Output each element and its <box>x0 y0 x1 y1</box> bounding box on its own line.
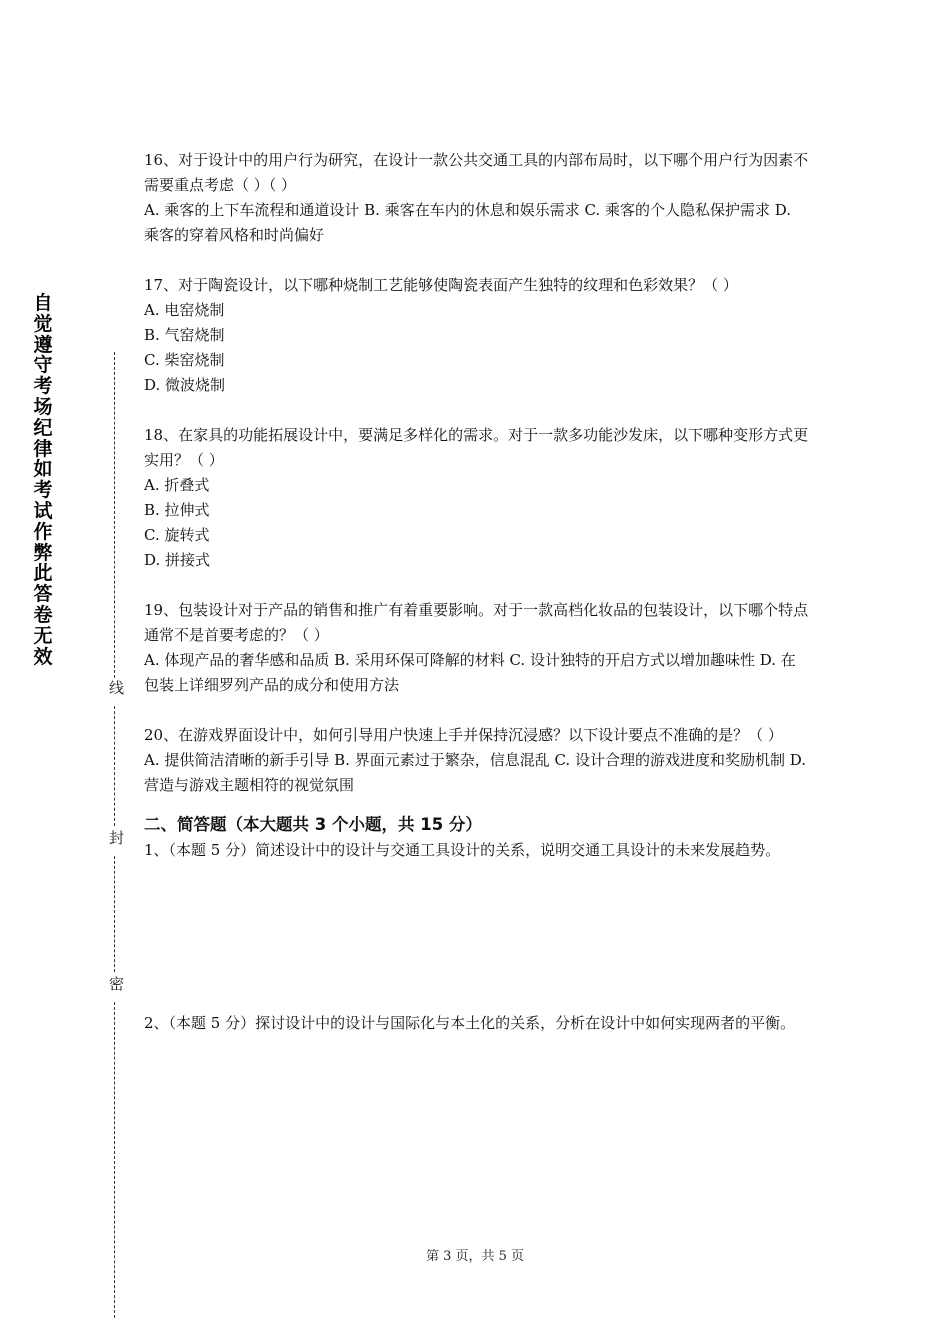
binding-line-segment <box>114 856 115 972</box>
question-options: A. 提供简洁清晰的新手引导 B. 界面元素过于繁杂，信息混乱 C. 设计合理的游戏进度和奖励机制 D. 营造与游戏主题相符的视觉氛围 <box>144 751 806 794</box>
option-b: B. 气窑烧制 <box>144 326 225 344</box>
question-options: A. 体现产品的奢华感和品质 B. 采用环保可降解的材料 C. 设计独特的开启方式以增加趣味性 D. 在包装上详细罗列产品的成分和使用方法 <box>144 651 796 694</box>
question-20 <box>144 723 810 798</box>
question-stem: 19、包装设计对于产品的销售和推广有着重要影响。对于一款高档化妆品的包装设计，以下哪个特点通常不是首要考虑的？（ ） <box>144 601 809 644</box>
short-answer-question-2: 2、（本题 5 分）探讨设计中的设计与国际化与本土化的关系，分析在设计中如何实现两者的平衡。 <box>144 1014 796 1032</box>
section-title-short-answer: 二、简答题（本大题共 3 个小题，共 15 分） <box>144 815 482 834</box>
question-stem: 16、对于设计中的用户行为研究，在设计一款公共交通工具的内部布局时，以下哪个用户行为因素不需要重点考虑（ ）（ ） <box>144 151 809 194</box>
binding-line-segment <box>114 706 115 826</box>
question-stem: 20、在游戏界面设计中，如何引导用户快速上手并保持沉浸感？以下设计要点不准确的是？（ ） <box>144 726 783 744</box>
question-16 <box>144 148 810 248</box>
exam-discipline-warning: 自觉遵守考场纪律如考试作弊此答卷无效 <box>33 292 53 668</box>
option-d: D. 拼接式 <box>144 551 211 569</box>
question-18 <box>144 423 810 573</box>
option-d: D. 微波烧制 <box>144 376 226 394</box>
option-b: B. 拉伸式 <box>144 501 210 519</box>
question-stem: 18、在家具的功能拓展设计中，要满足多样化的需求。对于一款多功能沙发床，以下哪种变形方式更实用？（ ） <box>144 426 809 469</box>
exam-content <box>144 148 810 1036</box>
question-options: A. 乘客的上下车流程和通道设计 B. 乘客在车内的休息和娱乐需求 C. 乘客的个人隐私保护需求 D. 乘客的穿着风格和时尚偏好 <box>144 201 791 244</box>
seal-char-feng: 封 <box>107 830 125 845</box>
answer-space <box>144 863 810 1011</box>
page-number: 第 3 页，共 5 页 <box>425 1249 525 1264</box>
binding-line-segment <box>114 352 115 678</box>
seal-char-xian: 线 <box>107 680 125 695</box>
question-stem: 17、对于陶瓷设计，以下哪种烧制工艺能够使陶瓷表面产生独特的纹理和色彩效果？（ ） <box>144 276 738 294</box>
option-a: A. 折叠式 <box>144 476 210 494</box>
option-c: C. 旋转式 <box>144 526 210 544</box>
seal-char-mi: 密 <box>107 976 125 991</box>
binding-line-segment <box>114 1002 115 1318</box>
option-c: C. 柴窑烧制 <box>144 351 225 369</box>
option-a: A. 电窑烧制 <box>144 301 225 319</box>
question-19 <box>144 598 810 698</box>
short-answer-question-1: 1、（本题 5 分）简述设计中的设计与交通工具设计的关系，说明交通工具设计的未来发展趋势。 <box>144 841 781 859</box>
question-17 <box>144 273 810 398</box>
